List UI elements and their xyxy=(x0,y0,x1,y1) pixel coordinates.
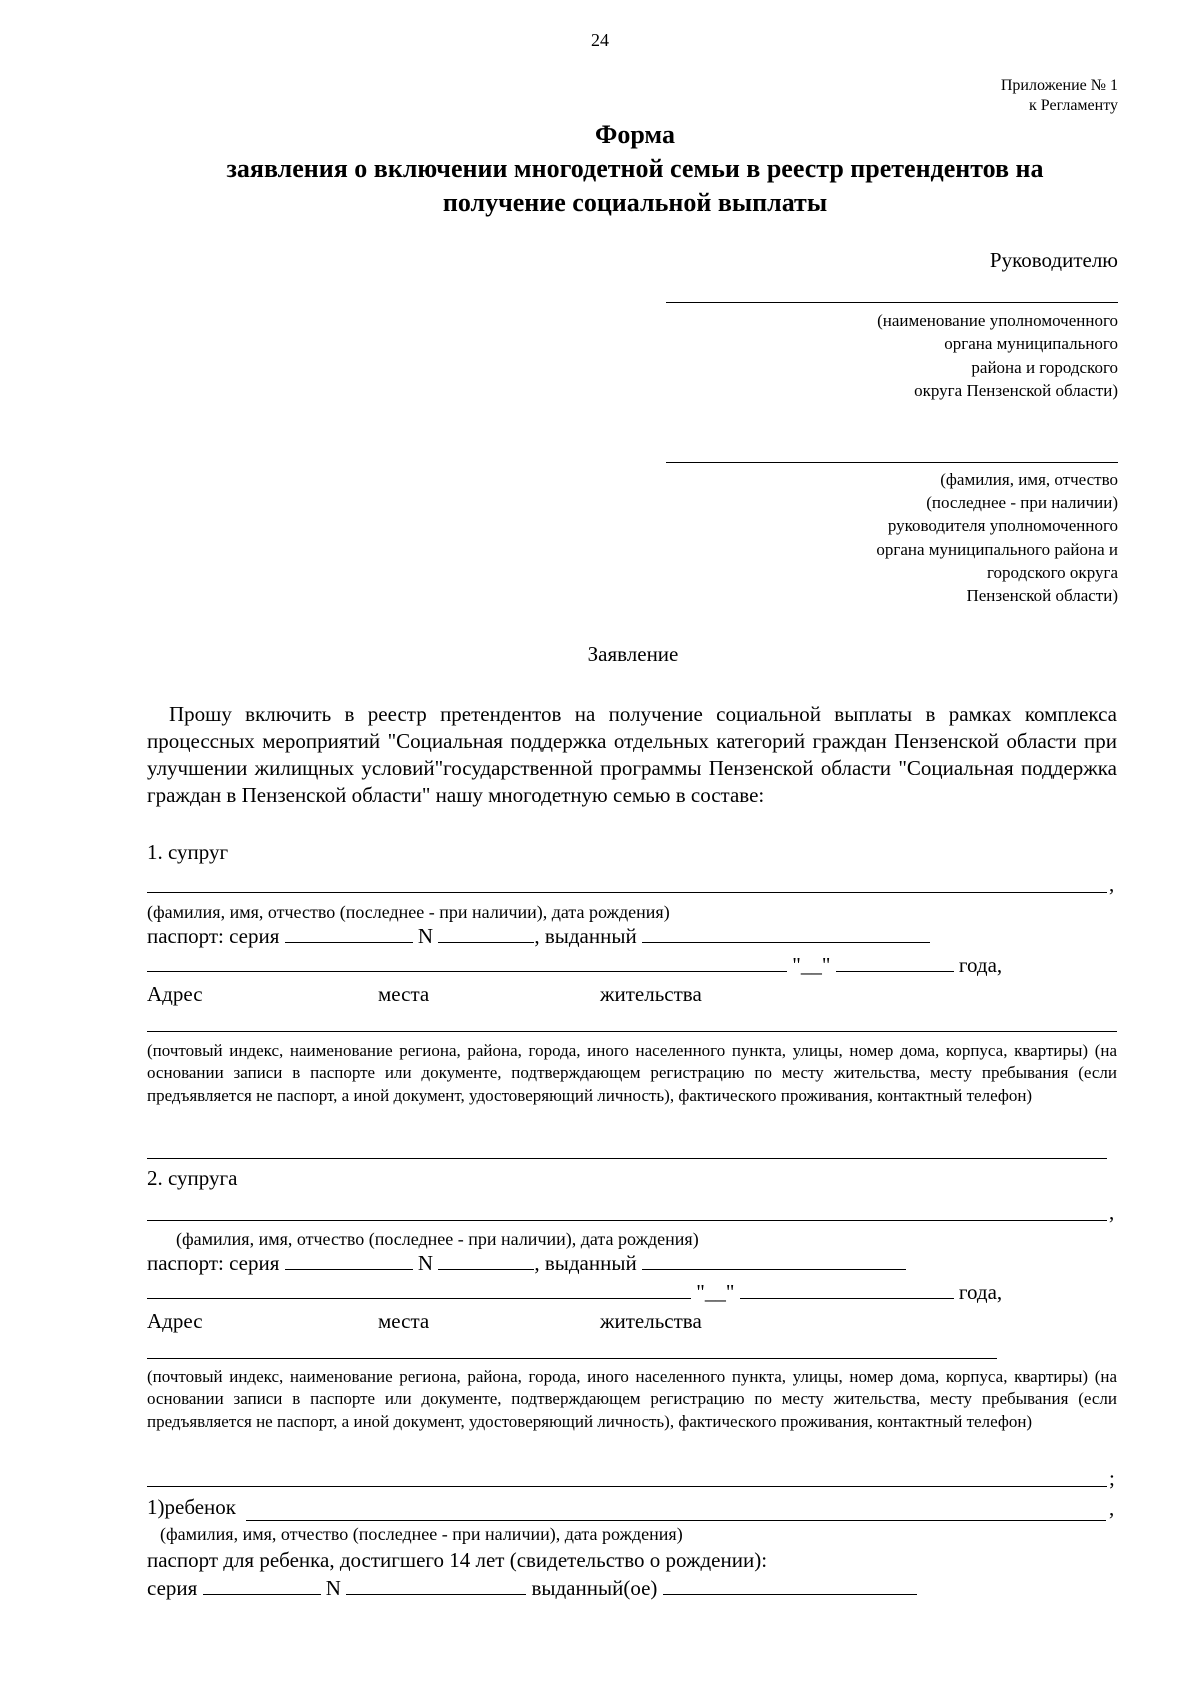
spouse-husband-label: 1. супруг xyxy=(147,840,229,864)
year-label: года, xyxy=(958,953,1003,977)
passport-n-label: N xyxy=(417,1251,434,1275)
statement-heading: Заявление xyxy=(587,642,679,666)
org-caption-3: района и городского xyxy=(971,358,1118,377)
org-caption-2: органа муниципального xyxy=(944,334,1118,353)
spouse-wife-label: 2. супруга xyxy=(147,1166,238,1190)
child-issuer-blank xyxy=(663,1576,917,1595)
address-word-2: места xyxy=(378,1309,430,1333)
wife-fio-blank xyxy=(147,1220,1107,1221)
passport-series-label: паспорт: серия xyxy=(147,924,280,948)
comma: , xyxy=(1109,872,1115,896)
passport-issued-label: , выданный xyxy=(534,924,637,948)
passport-n-label: N xyxy=(417,924,434,948)
child-issued-label: выданный(ое) xyxy=(531,1576,658,1600)
year-label: года, xyxy=(958,1280,1003,1304)
child-series-blank xyxy=(203,1576,321,1595)
comma: , xyxy=(1109,1496,1115,1520)
husband-address-blank xyxy=(147,1031,1117,1032)
page-number: 24 xyxy=(591,30,609,50)
org-caption-1: (наименование уполномоченного xyxy=(877,311,1118,330)
head-caption-3: руководителя уполномоченного xyxy=(887,516,1118,535)
head-name-blank xyxy=(666,462,1118,463)
org-caption-4: округа Пензенской области) xyxy=(914,381,1118,400)
child-series-label: серия xyxy=(147,1576,198,1600)
passport-issuer-blank-2 xyxy=(147,1280,691,1299)
passport-number-blank xyxy=(438,924,534,943)
date-quotes: "__" xyxy=(696,1280,735,1304)
date-month-blank xyxy=(836,953,954,972)
passport-series-blank xyxy=(285,924,413,943)
husband-address-blank-2 xyxy=(147,1158,1107,1159)
passport-issuer-blank-2 xyxy=(147,953,787,972)
appendix-line1: Приложение № 1 xyxy=(1000,77,1118,94)
child-label: 1)ребенок xyxy=(147,1495,236,1519)
fio-caption: (фамилия, имя, отчество (последнее - при наличии), дата рождения) xyxy=(160,1524,683,1544)
address-word-2: места xyxy=(378,982,430,1006)
passport-number-blank xyxy=(438,1251,534,1270)
address-word-3: жительства xyxy=(600,1309,702,1333)
fio-caption: (фамилия, имя, отчество (последнее - при наличии), дата рождения) xyxy=(176,1229,699,1249)
form-title: Форма xyxy=(595,120,675,149)
form-title-line2: заявления о включении многодетной семьи в реестр претендентов на xyxy=(226,154,1044,183)
wife-address-blank-2 xyxy=(147,1486,1107,1487)
head-caption-2: (последнее - при наличии) xyxy=(926,493,1118,512)
org-name-blank xyxy=(666,302,1118,303)
appendix-line2: к Регламенту xyxy=(1029,97,1118,114)
passport-issuer-blank xyxy=(642,924,930,943)
date-quotes: "__" xyxy=(792,953,831,977)
passport-issuer-blank xyxy=(642,1251,906,1270)
husband-fio-blank xyxy=(147,892,1107,893)
child-document-label: паспорт для ребенка, достигшего 14 лет (свидетельство о рождении): xyxy=(147,1548,768,1572)
comma: , xyxy=(1109,1200,1115,1224)
head-caption-1: (фамилия, имя, отчество xyxy=(940,470,1118,489)
semicolon: ; xyxy=(1109,1466,1115,1490)
passport-issued-label: , выданный xyxy=(534,1251,637,1275)
child-n-label: N xyxy=(325,1576,341,1600)
address-word-1: Адрес xyxy=(147,982,203,1006)
wife-address-blank xyxy=(147,1358,997,1359)
addressee-to: Руководителю xyxy=(989,248,1118,272)
child-fio-blank xyxy=(246,1520,1106,1521)
head-caption-5: городского округа xyxy=(986,563,1118,582)
passport-series-blank xyxy=(285,1251,413,1270)
passport-series-label: паспорт: серия xyxy=(147,1251,280,1275)
date-month-blank xyxy=(740,1280,954,1299)
fio-caption: (фамилия, имя, отчество (последнее - при наличии), дата рождения) xyxy=(147,902,670,922)
address-caption: (почтовый индекс, наименование региона, района, города, иного населенного пункта, улицы, номер дома, корпуса, квартиры) (на основании записи в паспорте или документе, подтверждающем регистрацию по месту жительства, месту пребывания (если предъявляется не паспорт, а иной документ, удостоверяющий личность), фактического проживания, контактный телефон) xyxy=(147,1041,1117,1105)
form-title-line3: получение социальной выплаты xyxy=(442,188,828,217)
child-number-blank xyxy=(346,1576,526,1595)
address-caption: (почтовый индекс, наименование региона, района, города, иного населенного пункта, улицы, номер дома, корпуса, квартиры) (на основании записи в паспорте или документе, подтверждающем регистрацию по месту жительства, месту пребывания (если предъявляется не паспорт, а иной документ, удостоверяющий личность), фактического проживания, контактный телефон) xyxy=(147,1367,1117,1431)
request-paragraph: Прошу включить в реестр претендентов на получение социальной выплаты в рамках комплекса процессных мероприятий "Социальная поддержка отдельных категорий граждан Пензенской области при улучшении жилищных условий"государственной программы Пензенской области "Социальная поддержка граждан в Пензенской области" нашу многодетную семью в составе: xyxy=(147,702,1117,807)
address-word-1: Адрес xyxy=(147,1309,203,1333)
address-word-3: жительства xyxy=(600,982,702,1006)
head-caption-6: Пензенской области) xyxy=(966,586,1118,605)
head-caption-4: органа муниципального района и xyxy=(876,540,1118,559)
